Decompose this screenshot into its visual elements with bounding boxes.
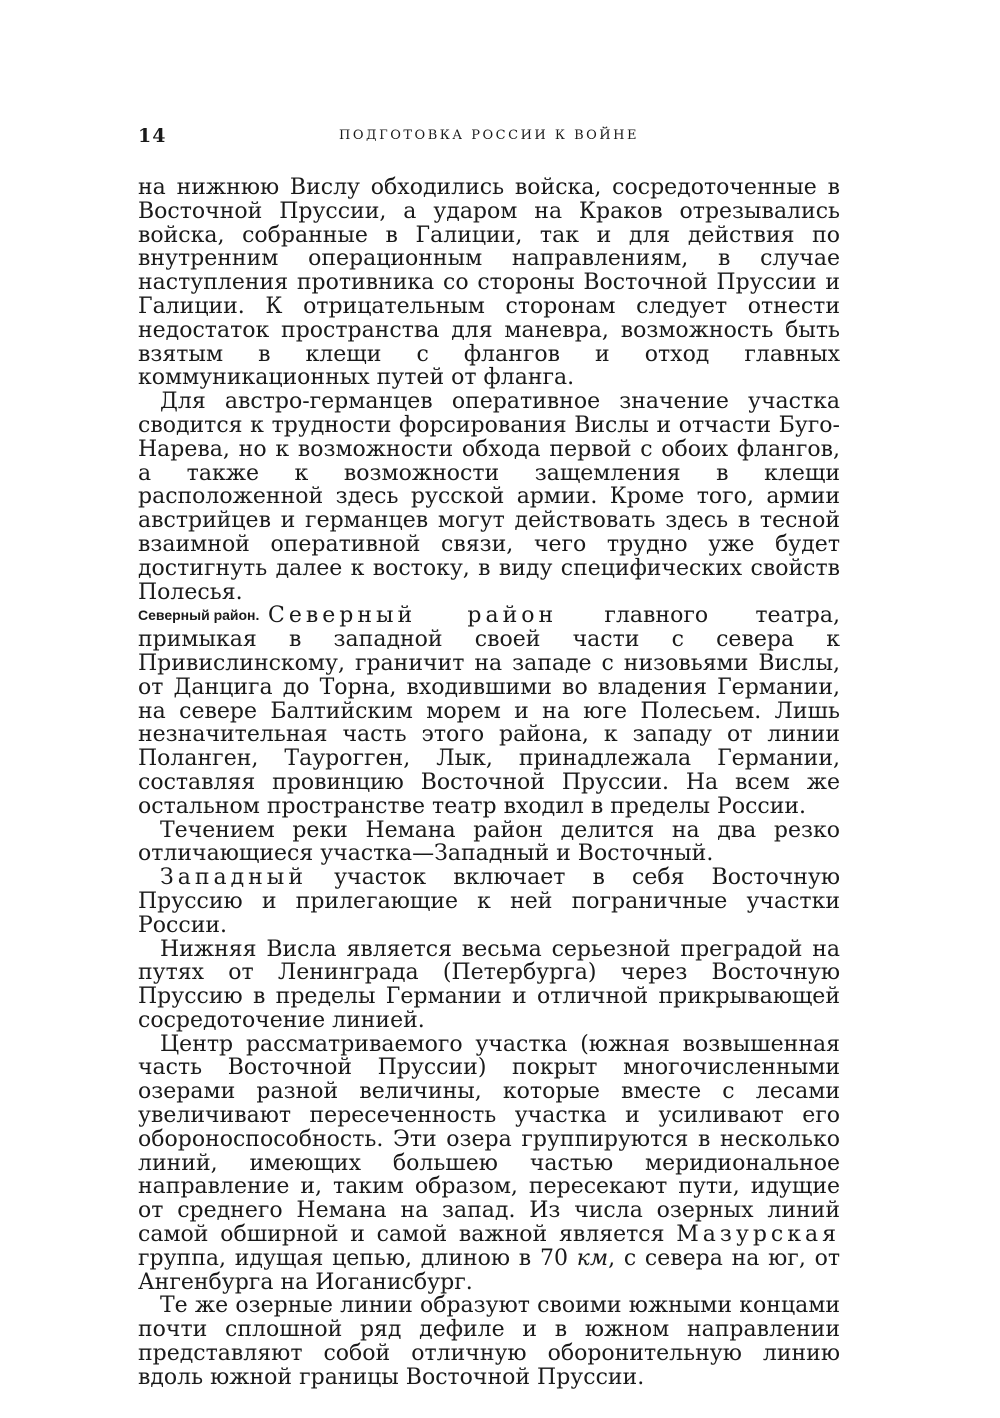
paragraph-3 bbox=[138, 604, 840, 818]
spaced-term-masurian: Мазурская bbox=[676, 1222, 840, 1248]
paragraph-3-text: главного театра, примыкая в западной своей части с севера к Привислинскому, граничит на западе с низовьями Вислы, от Данцига до Торна, входившими во владения Германии, на севере Балтийским морем и на юге Полесьем. Лишь незначительная часть этого района, к западу от линии Поланген, Таурогген, Лык, принадлежала Германии, составляя провинцию Восточной Пруссии. На всем же остальном пространстве театр входил в пределы России. bbox=[138, 603, 840, 819]
paragraph-7-text-b: группа, идущая цепью, длиною в 70 bbox=[138, 1245, 577, 1271]
unit-km: км bbox=[576, 1245, 609, 1271]
spaced-term-western: Западный bbox=[160, 865, 307, 891]
paragraph-8: Те же озерные линии образуют своими южными концами почти сплошной ряд дефиле и в южном направлении представляют собой отличную оборонительную линию вдоль южной границы Восточной Пруссии. bbox=[138, 1293, 840, 1390]
paragraph-5-text: участок включает в себя Восточную Пруссию и прилегающие к ней пограничные участки России. bbox=[138, 865, 840, 938]
page-header bbox=[138, 125, 840, 153]
page-number: 14 bbox=[138, 125, 167, 147]
margin-note: Северный район. bbox=[138, 607, 260, 624]
paragraph-7 bbox=[138, 1033, 840, 1295]
paragraph-7-text-c: , с севера на юг, от Ангенбурга на Иоганисбург. bbox=[138, 1245, 840, 1295]
paragraph-4: Течением реки Немана район делится на два резко отличающиеся участка—Западный и Восточный. bbox=[138, 817, 840, 867]
paragraph-6: Нижняя Висла является весьма серьезной преградой на путях от Ленинграда (Петербурга) через Восточную Пруссию в пределы Германии и отличной прикрывающей сосредоточение линией. bbox=[138, 936, 840, 1033]
running-title: ПОДГОТОВКА РОССИИ К ВОЙНЕ bbox=[339, 128, 639, 143]
body-text bbox=[138, 176, 840, 1390]
paragraph-5 bbox=[138, 866, 840, 937]
spaced-term-northern-district: Северный район bbox=[268, 603, 558, 629]
paragraph-7-text-a: Центр рассматриваемого участка (южная возвышенная часть Восточной Пруссии) покрыт многочисленными озерами разной величины, которые вместе с лесами увеличивают пересеченность участка и усиливают его обороноспособность. Эти озера группируются в несколько линий, имеющих большею частью меридиональное направление и, таким образом, пересекают пути, идущие от среднего Немана на запад. Из числа озерных линий самой обширной и самой важной является bbox=[138, 1031, 840, 1248]
paragraph-2: Для австро-германцев оперативное значение участка сводится к трудности форсирования Вислы и отчасти Буго-Нарева, но к возможности обхода первой с обоих флангов, а также к возможности защемления в клещи расположенной здесь русской армии. Кроме того, армии австрийцев и германцев могут действовать здесь в тесной взаимной оперативной связи, чего трудно уже будет достигнуть далее к востоку, в виду специфических свойств Полесья. bbox=[138, 389, 840, 605]
paragraph-1: на нижнюю Вислу обходились войска, сосредоточенные в Восточной Пруссии, а ударом на Краков отрезывались войска, собранные в Галиции, так и для действия по внутренним операционным направлениям, в случае наступления противника со стороны Восточной Пруссии и Галиции. К отрицательным сторонам следует отнести недостаток пространства для маневра, возможность быть взятым в клещи с флангов и отход главных коммуникационных путей от фланга. bbox=[138, 175, 840, 391]
